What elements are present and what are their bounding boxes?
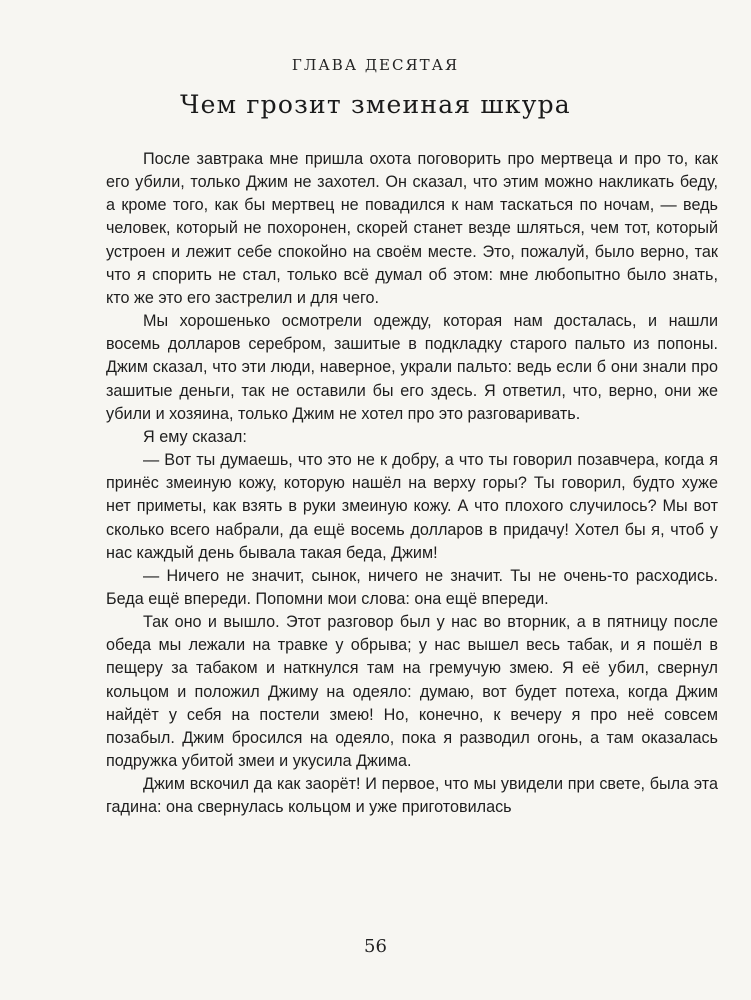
paragraph: Я ему сказал: [143,427,247,446]
paragraph: — Ничего не значит, сынок, ничего не значит. Ты не очень-то расходись. Беда ещё впереди. Попомни мои слова: она ещё впереди. [106,566,718,608]
chapter-label: ГЛАВА ДЕСЯТАЯ [291,56,460,74]
paragraph: — Вот ты думаешь, что это не к добру, а что ты говорил позавчера, когда я принёс змеиную кожу, которую нашёл на верху горы? Ты говорил, будто хуже нет приметы, как взять в руки змеиную кожу. А что плохого случилось? Мы вот сколько всего набрали, да ещё восемь долларов в придачу! Хотел бы я, чтоб у нас каждый день бывала такая беда, Джим! [106,451,718,562]
page-number: 56 [364,936,387,957]
chapter-title: Чем грозит змеиная шкура [180,90,571,119]
paragraph: Так оно и вышло. Этот разговор был у нас во вторник, а в пятницу после обеда мы лежали на травке у обрыва; у нас вышел весь табак, и я пошёл в пещеру за табаком и наткнулся там на гремучую змею. Я её убил, свернул кольцом и положил Джиму на одеяло: думаю, вот будет потеха, когда Джим найдёт у себя на постели змею! Но, конечно, к вечеру я про неё совсем позабыл. Джим бросился на одеяло, пока я разводил огонь, а там оказалась подружка убитой змеи и укусила Джима. [106,613,718,771]
paragraph: Джим вскочил да как заорёт! И первое, что мы увидели при свете, была эта гадина: она свернулась кольцом и уже приготовилась [106,775,718,817]
paragraph: Мы хорошенько осмотрели одежду, которая нам досталась, и нашли восемь долларов серебром, зашитые в подкладку старого пальто из попоны. Джим сказал, что эти люди, наверное, украли пальто: ведь если б они знали про зашитые деньги, так не оставили бы его здесь. Я ответил, что, верно, они же убили и хозяина, только Джим не хотел про это разговаривать. [106,312,718,423]
paragraph: После завтрака мне пришла охота поговорить про мертвеца и про то, как его убили, только Джим не захотел. Он сказал, что этим можно накликать беду, а кроме того, как бы мертвец не повадился к нам таскаться по ночам, — ведь человек, который не похоронен, скорей станет везде шляться, чем тот, который устроен и лежит себе спокойно на своём месте. Это, пожалуй, было верно, так что я спорить не стал, только всё думал об этом: мне любопытно было знать, кто же это его застрелил и для чего. [106,150,718,307]
chapter-body [106,148,718,820]
